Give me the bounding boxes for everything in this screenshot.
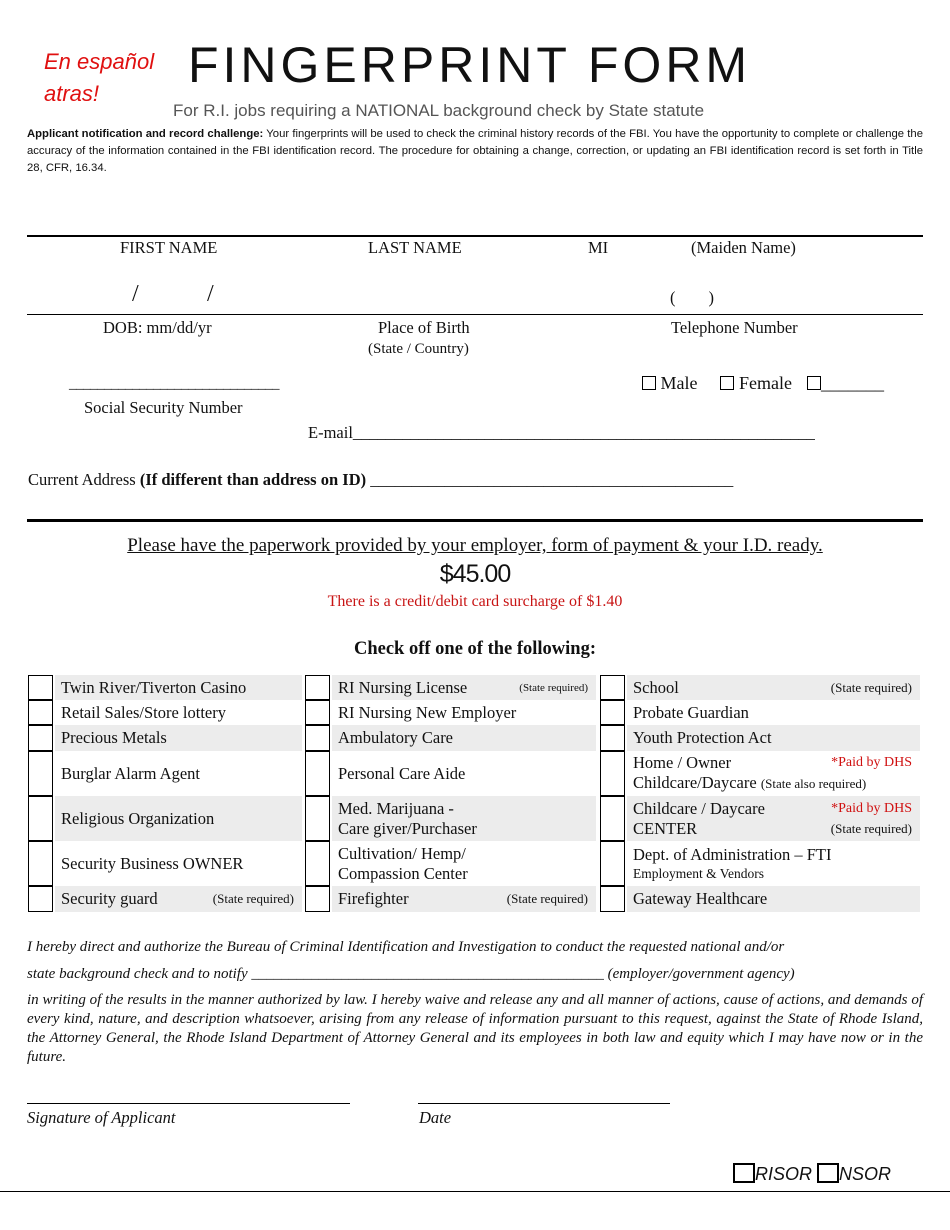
option-ri-nursing-license: RI Nursing License (State required) [332, 675, 596, 700]
telephone-label: Telephone Number [671, 318, 798, 337]
checkbox-ambulatory-care[interactable] [305, 725, 330, 751]
checklist-row [28, 796, 920, 841]
address-blank[interactable]: ____________________________________________ [366, 470, 734, 489]
option-security-guard: Security guard (State required) [55, 886, 302, 912]
checkbox-religious-org[interactable] [28, 796, 53, 841]
first-name-label: FIRST NAME [120, 238, 218, 257]
date-line[interactable] [418, 1103, 670, 1104]
checkbox-dept-admin-fti[interactable] [600, 841, 625, 886]
checkbox-personal-care-aide[interactable] [305, 751, 330, 796]
checkbox-security-guard[interactable] [28, 886, 53, 912]
spanish-line-1: En español [44, 49, 155, 74]
dob-slash-2: / [207, 281, 214, 307]
authorization-line-1: I hereby direct and authorize the Bureau of Criminal Identification and Investigation to conduct the requested national and/or [27, 939, 785, 955]
checkbox-ri-nursing-license[interactable] [305, 675, 330, 700]
checklist-row [28, 886, 920, 912]
place-of-birth-sub: (State / Country) [368, 341, 469, 357]
surcharge-note: There is a credit/debit card surcharge of $1.40 [327, 593, 623, 610]
address-note: (If different than address on ID) [139, 470, 367, 489]
top-divider [27, 235, 923, 237]
paperwork-notice [0, 535, 950, 557]
maiden-name-label: (Maiden Name) [691, 238, 796, 257]
ssn-blank[interactable]: ______________________________ [69, 376, 279, 392]
dob-label: DOB: mm/dd/yr [103, 318, 212, 337]
option-school: School (State required) [627, 675, 920, 700]
bottom-divider [0, 1191, 950, 1192]
option-twin-river: Twin River/Tiverton Casino [55, 675, 302, 700]
notice-text: Your fingerprints will be used to check the criminal history records of the FBI. You have the opportunity to complete or challenge the accuracy of the information contained in the FBI identification record. The procedure for obtaining a change, correction, or updating an FBI identification record is set forth in Title 28, CFR, 16.34. [27, 128, 923, 174]
option-religious-org: Religious Organization [55, 796, 302, 841]
checkbox-security-owner[interactable] [28, 841, 53, 886]
checkbox-youth-protection[interactable] [600, 725, 625, 751]
risor-label: RISOR [755, 1164, 813, 1184]
option-burglar-alarm: Burglar Alarm Agent [61, 763, 201, 783]
option-cultivation-hemp: Cultivation/ Hemp/ Compassion Center [338, 843, 468, 883]
female-checkbox[interactable] [720, 376, 734, 390]
checklist-row [28, 725, 920, 751]
authorization-waiver: in writing of the results in the manner authorized by law. I hereby waive and release any and all manner of actions, cause of actions, and demands of every kind, nature, and description whatsoever, arising from any release of information pursuant to this request, against the State of Rhode Island, the Attorney General, the Rhode Island Department of Attorney General and its employees in both law and equity which I may have now or in the future. [27, 992, 923, 1065]
name-row-divider [27, 314, 923, 315]
date-label: Date [419, 1108, 452, 1127]
option-gateway-healthcare: Gateway Healthcare [627, 886, 920, 912]
nsor-label: NSOR [839, 1164, 892, 1184]
checklist-row [28, 700, 920, 725]
other-gender-blank[interactable]: _______ [820, 373, 884, 393]
option-daycare-center: Childcare / Daycare *Paid by DHS CENTER (State required) [627, 796, 920, 841]
gender-options [642, 373, 884, 394]
option-ri-nursing-new-employer: RI Nursing New Employer [338, 702, 517, 722]
price: $45.00 [439, 560, 511, 588]
checklist-row [28, 841, 920, 886]
checkbox-daycare-center[interactable] [600, 796, 625, 841]
male-checkbox[interactable] [642, 376, 656, 390]
email-field[interactable]: E-mail________________________________________________________ [308, 423, 815, 442]
checkbox-firefighter[interactable] [305, 886, 330, 912]
mi-label: MI [588, 238, 609, 257]
registry-checkboxes [733, 1163, 891, 1185]
option-med-marijuana: Med. Marijuana - Care giver/Purchaser [332, 796, 596, 841]
spanish-version-link[interactable] [44, 46, 154, 110]
signature-line[interactable] [27, 1103, 350, 1104]
address-divider [27, 519, 923, 522]
employer-blank[interactable]: _______________________________________________ [251, 966, 604, 982]
checkbox-twin-river[interactable] [28, 675, 53, 700]
risor-checkbox[interactable] [733, 1163, 755, 1183]
option-dept-admin-fti: Dept. of Administration – FTI Employment & Vendors [633, 844, 832, 881]
checkbox-home-childcare[interactable] [600, 751, 625, 796]
checkbox-gateway-healthcare[interactable] [600, 886, 625, 912]
checkbox-med-marijuana[interactable] [305, 796, 330, 841]
authorization-text [27, 938, 923, 1067]
male-label: Male [660, 373, 698, 393]
last-name-label: LAST NAME [368, 238, 462, 257]
checklist-row [28, 751, 920, 796]
spanish-line-2: atras! [44, 81, 100, 106]
option-personal-care-aide: Personal Care Aide [338, 763, 466, 783]
option-probate-guardian: Probate Guardian [633, 702, 749, 722]
notice-label: Applicant notification and record challenge: [27, 128, 264, 140]
dob-slash-1: / [132, 281, 139, 307]
authorization-line-2: state background check and to notify _______________________________________________ (employer/government agency) [27, 966, 795, 982]
checkbox-school[interactable] [600, 675, 625, 700]
checkbox-ri-nursing-new-employer[interactable] [305, 700, 330, 725]
place-of-birth-label: Place of Birth [378, 318, 470, 337]
ssn-label: Social Security Number [84, 398, 243, 417]
address-label: Current Address [28, 470, 140, 489]
phone-area-code: ( ) [670, 288, 714, 307]
page-title: FINGERPRINT FORM [188, 37, 752, 93]
checkbox-burglar-alarm[interactable] [28, 751, 53, 796]
nsor-checkbox[interactable] [817, 1163, 839, 1183]
other-gender-checkbox[interactable] [807, 376, 821, 390]
signature-label: Signature of Applicant [27, 1108, 176, 1127]
applicant-notice [27, 126, 923, 177]
checklist-row [28, 675, 920, 700]
option-retail-lottery: Retail Sales/Store lottery [61, 702, 226, 722]
current-address-field[interactable] [28, 470, 733, 490]
paperwork-notice-text: Please have the paperwork provided by your employer, form of payment & your I.D. ready. [127, 535, 823, 556]
option-precious-metals: Precious Metals [55, 725, 302, 751]
option-home-childcare: Home / Owner *Paid by DHS Childcare/Daycare (State also required) [633, 753, 912, 792]
option-youth-protection: Youth Protection Act [627, 725, 920, 751]
checkbox-precious-metals[interactable] [28, 725, 53, 751]
checklist-heading: Check off one of the following: [353, 639, 597, 659]
female-label: Female [738, 373, 792, 393]
checkbox-cultivation-hemp[interactable] [305, 841, 330, 886]
checkbox-probate-guardian[interactable] [600, 700, 625, 725]
checkbox-retail-lottery[interactable] [28, 700, 53, 725]
option-firefighter: Firefighter (State required) [332, 886, 596, 912]
option-security-owner: Security Business OWNER [61, 853, 244, 873]
page-subtitle: For R.I. jobs requiring a NATIONAL background check by State statute [173, 101, 705, 120]
option-ambulatory-care: Ambulatory Care [332, 725, 596, 751]
